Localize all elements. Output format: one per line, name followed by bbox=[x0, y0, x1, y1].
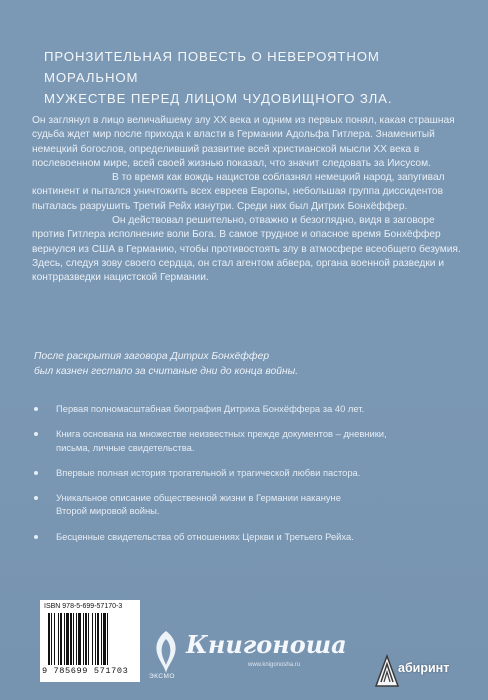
paragraph-3: Он действовал решительно, отважно и безоглядно, видя в заговоре против Гитлера исполнение воли Бога. В самое трудное и опасное время Бонхёффер вернулся из США в Германию, чтобы противостоять злу в атмосфере всеобщего безумия. Здесь, следуя зову своего сердца, он стал агентом абвера, органа военной разведки и контрразведки нацистской Германии. bbox=[32, 215, 461, 284]
knigonosha-site: www.knigonosha.ru bbox=[248, 662, 301, 668]
headline-line-2: МУЖЕСТВЕ ПЕРЕД ЛИЦОМ ЧУДОВИЩНОГО ЗЛА. bbox=[44, 91, 393, 106]
feature-item bbox=[34, 491, 474, 518]
bullet-icon bbox=[34, 407, 38, 411]
barcode-icon bbox=[48, 613, 134, 665]
barcode-stripe bbox=[66, 613, 69, 665]
headline bbox=[44, 46, 464, 109]
barcode-stripe bbox=[58, 613, 59, 665]
barcode-stripe bbox=[95, 613, 96, 665]
feature-text: Уникальное описание общественной жизни в Германии накануне bbox=[56, 491, 341, 503]
paragraph-1: Он заглянул в лицо величайшему злу XX века и одним из первых понял, какая страшная судьба ждет мир после прихода к власти в Германии Адольфа Гитлера. Знаменитый немецкий богослов, определивший развитие всей христианской мысли XX века в послевоенном мире, всей своей жизнью показал, что значит следовать за Иисусом. bbox=[32, 115, 455, 169]
barcode-stripe bbox=[83, 613, 84, 665]
barcode-stripe bbox=[101, 613, 102, 665]
barcode-stripe bbox=[103, 613, 106, 665]
feature-text: Книга основана на множестве неизвестных прежде документов – дневники, bbox=[56, 428, 387, 440]
paragraph-2: В то время как вождь нацистов соблазнял немецкий народ, запугивал континент и пытался уничтожить всех евреев Европы, небольшая группа диссидентов пыталась разрушить Третий Рейх изнутри. Среди них был Дитрих Бонхёффер. bbox=[32, 172, 445, 212]
feature-text: Бесценные свидетельства об отношениях Церкви и Третьего Рейха. bbox=[56, 530, 354, 542]
labirint-watermark: абиринт bbox=[398, 661, 450, 675]
barcode-stripe bbox=[92, 613, 93, 665]
execution-note-line-2: был казнен гестапо за считаные дни до конца войны. bbox=[34, 366, 299, 377]
barcode-stripe bbox=[64, 613, 65, 665]
feature-text: Первая полномасштабная биография Дитриха Бонхёффера за 40 лет. bbox=[56, 403, 365, 414]
bullet-icon bbox=[34, 471, 38, 475]
barcode-stripe bbox=[70, 613, 72, 665]
description bbox=[32, 114, 462, 286]
barcode-stripe bbox=[51, 613, 52, 665]
feature-list bbox=[34, 402, 474, 555]
bullet-icon bbox=[34, 496, 38, 500]
bullet-icon bbox=[34, 432, 38, 436]
feature-text: Второй мировой войны. bbox=[56, 505, 160, 517]
feature-item bbox=[34, 466, 474, 480]
execution-note bbox=[34, 349, 454, 379]
barcode-stripe bbox=[85, 613, 87, 665]
barcode-stripe bbox=[76, 613, 77, 665]
barcode-stripe bbox=[73, 613, 74, 665]
barcode-stripe bbox=[60, 613, 62, 665]
eksmo-label: ЭКСМО bbox=[149, 673, 175, 680]
barcode-stripe bbox=[48, 613, 50, 665]
execution-note-line-1: После раскрытия заговора Дитрих Бонхёффер bbox=[34, 351, 270, 362]
feature-text: письма, личные свидетельства. bbox=[56, 441, 195, 453]
bullet-icon bbox=[34, 535, 38, 539]
barcode-stripe bbox=[54, 613, 55, 665]
barcode-block bbox=[40, 600, 140, 682]
knigonosha-logo: Книгоноша bbox=[186, 630, 347, 659]
feature-item bbox=[34, 530, 474, 544]
feature-item bbox=[34, 427, 474, 454]
barcode-stripe bbox=[78, 613, 81, 665]
headline-line-1: ПРОНЗИТЕЛЬНАЯ ПОВЕСТЬ О НЕВЕРОЯТНОМ МОРАЛЬНОМ bbox=[44, 49, 380, 85]
isbn-label: ISBN 978-5-699-57170-3 bbox=[44, 603, 123, 610]
barcode-stripe bbox=[97, 613, 99, 665]
feature-text: Впервые полная история трогательной и трагической любви пастора. bbox=[56, 466, 361, 478]
barcode-digits: 9 785699 571703 bbox=[42, 666, 129, 676]
barcode-stripe bbox=[88, 613, 89, 665]
barcode-stripe bbox=[107, 613, 108, 665]
feature-item bbox=[34, 402, 474, 416]
